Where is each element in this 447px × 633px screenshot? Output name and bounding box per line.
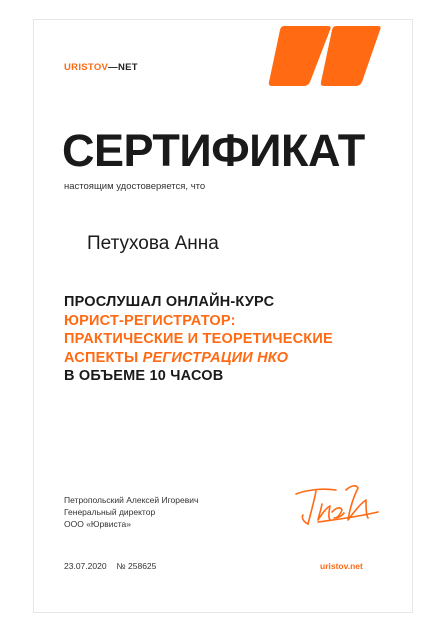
course-description: [64, 293, 333, 386]
website-link[interactable]: uristov.net: [320, 561, 363, 571]
issue-date: 23.07.2020: [64, 561, 107, 571]
certificate-meta: [64, 561, 156, 571]
course-line-1: ПРОСЛУШАЛ ОНЛАЙН-КУРС: [64, 294, 275, 310]
course-line-2: ЮРИСТ-РЕГИСТРАТОР:: [64, 312, 236, 329]
certificate-title: СЕРТИФИКАТ: [62, 125, 365, 176]
course-line-3: ПРАКТИЧЕСКИЕ И ТЕОРЕТИЧЕСКИЕ: [64, 331, 333, 347]
signer-block: [64, 494, 198, 530]
course-line-4-part-a: АСПЕКТЫ: [64, 349, 143, 366]
brand-logo: [64, 62, 138, 73]
course-line-5: В ОБЪЕМЕ 10 ЧАСОВ: [64, 368, 224, 384]
certificate-subtitle: настоящим удостоверяется, что: [64, 181, 206, 192]
certificate-number: № 258625: [116, 561, 157, 571]
course-line-4-part-b: РЕГИСТРАЦИИ НКО: [142, 349, 289, 366]
signer-name: Петропольский Алексей Игоревич: [64, 495, 199, 505]
logo-part-net: —NET: [108, 62, 138, 73]
handwritten-signature: [292, 482, 382, 528]
course-line-4: [64, 349, 333, 368]
orange-double-slash-icon: [268, 26, 382, 86]
signer-position: Генеральный директор: [64, 507, 156, 517]
signer-company: ООО «Юрвиста»: [64, 519, 132, 529]
logo-part-uristov: URISTOV: [64, 62, 109, 73]
recipient-name: Петухова Анна: [87, 233, 219, 254]
